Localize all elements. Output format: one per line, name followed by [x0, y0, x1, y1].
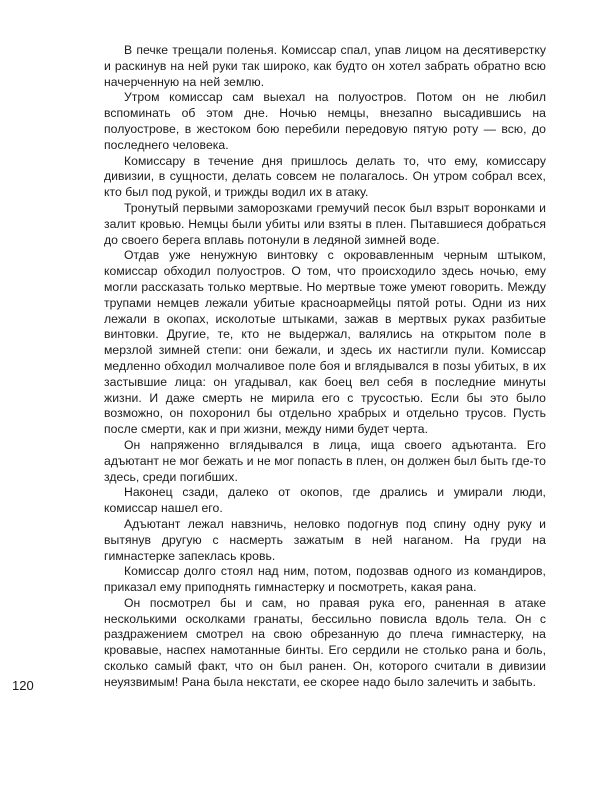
page-number: 120	[12, 678, 34, 693]
paragraph-1: В печке трещали поленья. Комиссар спал, упав лицом на десятиверстку и раскинув на ней руки так широко, как будто он хотел забрать обратно всю начерченную на ней землю.	[104, 43, 546, 89]
paragraph-6: Он напряженно вглядывался в лица, ища своего адъютанта. Его адъютант не мог бежать и не мог попасть в плен, он должен был быть где-то здесь, среди погибших.	[104, 437, 546, 484]
text-column	[104, 43, 546, 691]
paragraph-8: Адъютант лежал навзничь, неловко подогнув под спину одну руку и вытянув другую с насмерть зажатым в ней наганом. На груди на гимнастерке запеклась кровь.	[104, 516, 546, 563]
paragraph-3: Комиссару в течение дня пришлось делать то, что ему, комиссару дивизии, в сущности, делать совсем не полагалось. Он утром собрал всех, кто был под рукой, и трижды водил их в атаку.	[104, 153, 546, 200]
paragraph-4: Тронутый первыми заморозками гремучий песок был взрыт воронками и залит кровью. Немцы были убиты или взяты в плен. Пытавшиеся добраться до своего берега вплавь потонули в ледяной зимней воде.	[104, 200, 546, 247]
paragraph-9: Комиссар долго стоял над ним, потом, подозвав одного из командиров, приказал ему приподнять гимнастерку и посмотреть, какая рана.	[104, 564, 546, 595]
paragraph-2: Утром комиссар сам выехал на полуостров. Потом он не любил вспоминать об этом дне. Ночью немцы, внезапно высадившись на полуострове, в жестоком бою перебили передовую пятую роту — всю, до последнего человека.	[104, 90, 546, 152]
paragraph-7: Наконец сзади, далеко от окопов, где дрались и умирали люди, комиссар нашел его.	[104, 485, 546, 516]
paragraph-5: Отдав уже ненужную винтовку с окровавленным черным штыком, комиссар обходил полуостров. О том, что происходило здесь ночью, ему могли рассказать только мертвые. Но мертвые тоже умеют говорить. Между трупами немцев лежали убитые красноармейцы пятой роты. Одни из них лежали в окопах, исколотые штыками, зажав в мертвых руках разбитые винтовки. Другие, те, кто не выдержал, валялись на открытом поле в мерзлой зимней степи: они бежали, и здесь их настигли пули. Комиссар медленно обходил молчаливое поле боя и вглядывался в позы убитых, в их застывшие лица: он угадывал, как боец вел себя в последние минуты жизни. И даже смерть не мирила его с трусостью. Если бы это было возможно, он похоронил бы отдельно храбрых и отдельно трусов. Пусть после смерти, как и при жизни, между ними будет черта.	[104, 248, 546, 437]
paragraph-10: Он посмотрел бы и сам, но правая рука его, раненная в атаке несколькими осколками гранаты, бессильно повисла вдоль тела. Он с раздражением смотрел на свою обрезанную до плеча гимнастерку, на кровавые, наспех намотанные бинты. Его сердили не столько рана и боль, сколько самый факт, что он был ранен. Он, которого считали в дивизии неуязвимым! Рана была некстати, ее скорее надо было залечить и забыть.	[104, 595, 546, 689]
